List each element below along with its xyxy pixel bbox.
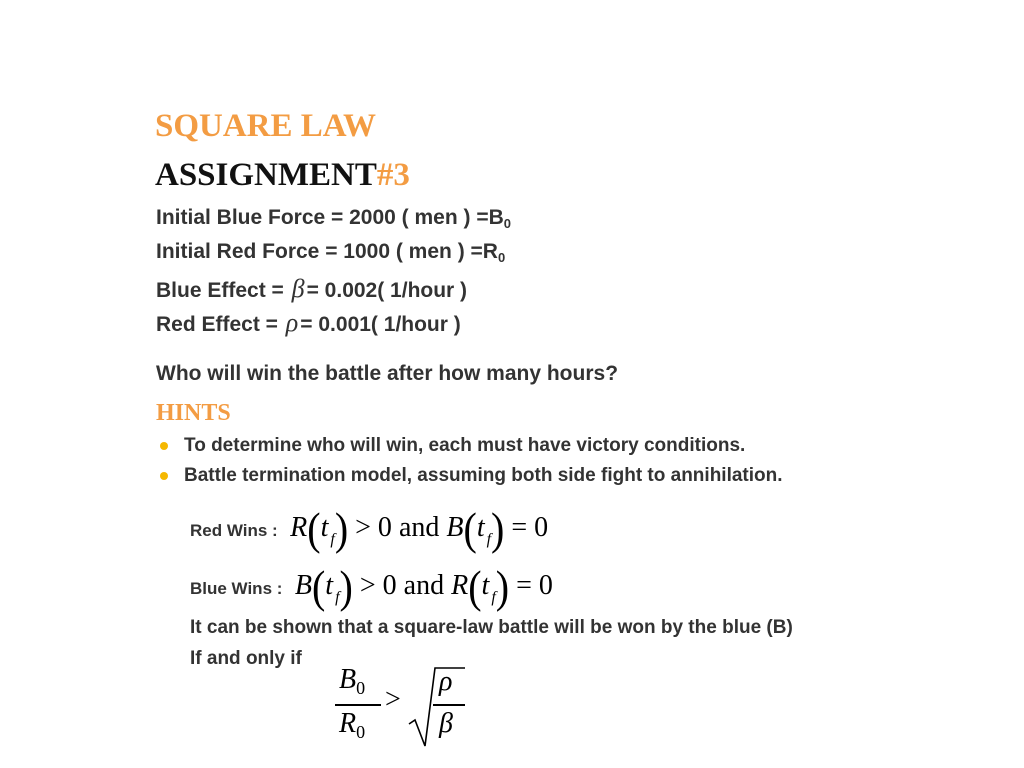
- formula-term: > 0: [355, 512, 392, 543]
- formula-term: t: [476, 512, 485, 543]
- square-root-icon: [407, 662, 467, 752]
- blue-force-sub: 0: [503, 216, 512, 231]
- red-force-sub: 0: [497, 250, 506, 265]
- formula-term: t: [325, 570, 334, 601]
- formula-term: B: [294, 570, 312, 601]
- condition-text: If and only if: [190, 648, 302, 669]
- blue-wins-formula: B(t $_f$) > 0 and R(t $_f$) = 0: [294, 560, 553, 613]
- conclusion-text: It can be shown that a square-law battle will be won by the blue (B): [190, 617, 793, 638]
- greater-than: >: [385, 684, 401, 715]
- hint-bullet-1: [160, 435, 745, 457]
- red-force-text: Initial Red Force = 1000 ( men ) =R: [156, 240, 498, 263]
- hints-heading: HINTS: [156, 400, 231, 426]
- bullet-icon: [160, 472, 168, 480]
- slide-title: SQUARE LAW: [155, 108, 376, 144]
- red-wins-row: [190, 502, 549, 555]
- red-effect-label: Red Effect =: [156, 313, 284, 336]
- hint-bullet-2: [160, 465, 783, 487]
- formula-term: and: [398, 512, 440, 543]
- hint-text-1: To determine who will win, each must have victory conditions.: [184, 435, 746, 456]
- red-wins-label: Red Wins :: [190, 521, 278, 540]
- formula-term: > 0: [359, 570, 397, 601]
- assignment-number: #3: [376, 157, 410, 193]
- root-numerator: ρ: [439, 666, 453, 697]
- red-wins-formula: R(t $_f$) > 0 and B(t $_f$) = 0: [290, 502, 549, 555]
- formula-term: and: [403, 570, 445, 601]
- blue-effect-line: [156, 274, 467, 304]
- subtitle-text: ASSIGNMENT: [155, 157, 377, 193]
- red-effect-line: [156, 308, 461, 338]
- formula-term: = 0: [511, 512, 549, 543]
- formula-term: R: [451, 570, 469, 601]
- formula-term: t: [320, 512, 329, 543]
- hint-text-2: Battle termination model, assuming both side fight to annihilation.: [184, 465, 783, 486]
- blue-force-line: [156, 206, 511, 231]
- formula-term: = 0: [516, 570, 553, 601]
- slide-subtitle: [155, 157, 410, 194]
- formula-term: B: [446, 512, 464, 543]
- formula-term: t: [481, 570, 490, 601]
- fraction-numerator: [339, 664, 365, 699]
- formula-sub: 0: [356, 678, 366, 698]
- fraction-bar: [335, 704, 381, 706]
- red-force-line: [156, 240, 505, 265]
- bullet-icon: [160, 442, 168, 450]
- formula-sub: f: [486, 531, 492, 548]
- formula-sub: f: [335, 589, 340, 606]
- beta-symbol: β: [291, 274, 305, 303]
- formula-term: B: [339, 664, 357, 695]
- blue-wins-label: Blue Wins :: [190, 579, 283, 598]
- formula-sub: f: [491, 589, 496, 606]
- formula-sub: f: [330, 531, 335, 548]
- win-condition-formula: [335, 662, 475, 752]
- question: Who will win the battle after how many hours?: [156, 362, 619, 385]
- blue-wins-row: [190, 560, 553, 613]
- formula-term: R: [290, 512, 308, 543]
- blue-force-text: Initial Blue Force = 2000 ( men ) =B: [156, 206, 504, 229]
- formula-term: R: [339, 708, 357, 739]
- rho-symbol: ρ: [285, 308, 299, 337]
- fraction-denominator: [339, 708, 365, 743]
- root-fraction-bar: [433, 704, 465, 706]
- blue-effect-value: = 0.002( 1/hour ): [306, 279, 468, 302]
- formula-sub: 0: [356, 722, 366, 742]
- blue-effect-label: Blue Effect =: [156, 279, 290, 302]
- red-effect-value: = 0.001( 1/hour ): [300, 313, 461, 336]
- root-denominator: β: [439, 708, 453, 739]
